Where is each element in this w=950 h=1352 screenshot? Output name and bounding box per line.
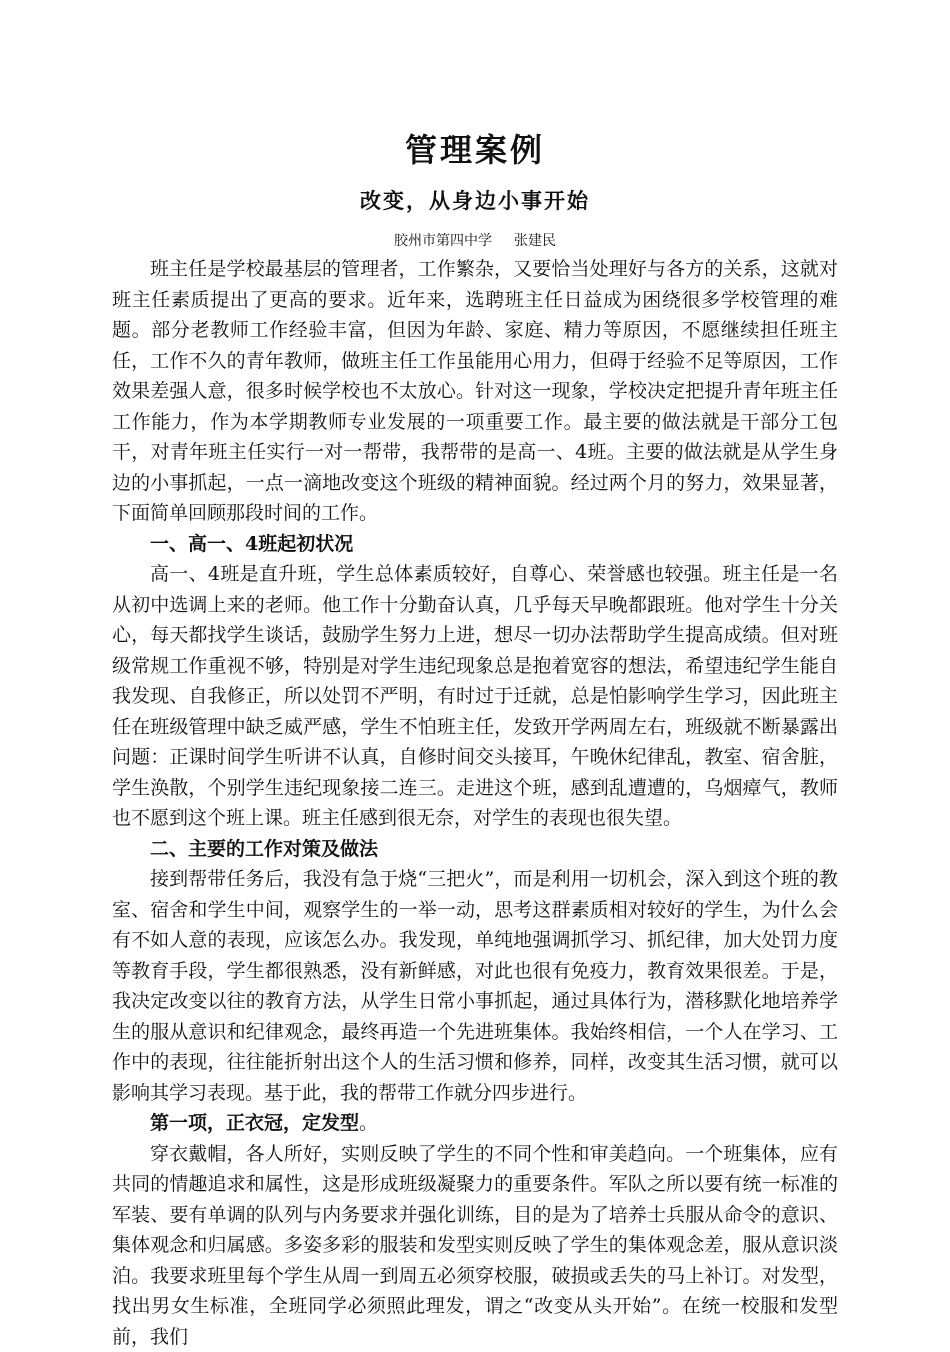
section-heading-1: 一、高一、4班起初状况 <box>112 529 838 560</box>
subsection-heading-1-punct: 。 <box>359 1112 378 1134</box>
subsection-heading-1-text: 第一项，正衣冠，定发型 <box>150 1112 359 1134</box>
byline-author: 张建民 <box>514 233 556 249</box>
document-subtitle: 改变，从身边小事开始 <box>112 186 838 216</box>
subsection-heading-1 <box>112 1108 838 1139</box>
section-heading-2: 二、主要的工作对策及做法 <box>112 834 838 865</box>
byline <box>112 230 838 252</box>
document-body <box>112 254 838 1352</box>
paragraph-intro: 班主任是学校最基层的管理者，工作繁杂，又要恰当处理好与各方的关系，这就对班主任素质提出了更高的要求。近年来，选聘班主任日益成为困绕很多学校管理的难题。部分老教师工作经验丰富，但因为年龄、家庭、精力等原因，不愿继续担任班主任，工作不久的青年教师，做班主任工作虽能用心用力，但碍于经验不足等原因，工作效果差强人意，很多时候学校也不太放心。针对这一现象，学校决定把提升青年班主任工作能力，作为本学期教师专业发展的一项重要工作。最主要的做法就是干部分工包干，对青年班主任实行一对一帮带，我帮带的是高一、4班。主要的做法就是从学生身边的小事抓起，一点一滴地改变这个班级的精神面貌。经过两个月的努力，效果显著，下面简单回顾那段时间的工作。 <box>112 254 838 529</box>
paragraph-item1: 穿衣戴帽，各人所好，实则反映了学生的不同个性和审美趋向。一个班集体，应有共同的情趣追求和属性，这是形成班级凝聚力的重要条件。军队之所以要有统一标准的军装、要有单调的队列与内务要求并强化训练，目的是为了培养士兵服从命令的意识、集体观念和归属感。多姿多彩的服装和发型实则反映了学生的集体观念差，服从意识淡泊。我要求班里每个学生从周一到周五必须穿校服，破损或丢失的马上补订。对发型，找出男女生标准，全班同学必须照此理发，谓之“改变从头开始”。在统一校服和发型前，我们 <box>112 1139 838 1352</box>
paragraph-section1: 高一、4班是直升班，学生总体素质较好，自尊心、荣誉感也较强。班主任是一名从初中选调上来的老师。他工作十分勤奋认真，几乎每天早晚都跟班。他对学生十分关心，每天都找学生谈话，鼓励学生努力上进，想尽一切办法帮助学生提高成绩。但对班级常规工作重视不够，特别是对学生违纪现象总是抱着宽容的想法，希望违纪学生能自我发现、自我修正，所以处罚不严明，有时过于迁就，总是怕影响学生学习，因此班主任在班级管理中缺乏威严感，学生不怕班主任，发致开学两周左右，班级就不断暴露出问题：正课时间学生听讲不认真，自修时间交头接耳，午晚休纪律乱，教室、宿舍脏，学生涣散，个别学生违纪现象接二连三。走进这个班，感到乱遭遭的，乌烟瘴气，教师也不愿到这个班上课。班主任感到很无奈，对学生的表现也很失望。 <box>112 559 838 834</box>
document-page <box>112 128 838 1352</box>
byline-school: 胶州市第四中学 <box>394 233 492 249</box>
document-title: 管理案例 <box>112 128 838 172</box>
paragraph-section2: 接到帮带任务后，我没有急于烧“三把火”，而是利用一切机会，深入到这个班的教室、宿舍和学生中间，观察学生的一举一动，思考这群素质相对较好的学生，为什么会有不如人意的表现，应该怎么办。我发现，单纯地强调抓学习、抓纪律，加大处罚力度等教育手段，学生都很熟悉，没有新鲜感，对此也很有免疫力，教育效果很差。于是，我决定改变以往的教育方法，从学生日常小事抓起，通过具体行为，潜移默化地培养学生的服从意识和纪律观念，最终再造一个先进班集体。我始终相信，一个人在学习、工作中的表现，往往能折射出这个人的生活习惯和修养，同样，改变其生活习惯，就可以影响其学习表现。基于此，我的帮带工作就分四步进行。 <box>112 864 838 1108</box>
